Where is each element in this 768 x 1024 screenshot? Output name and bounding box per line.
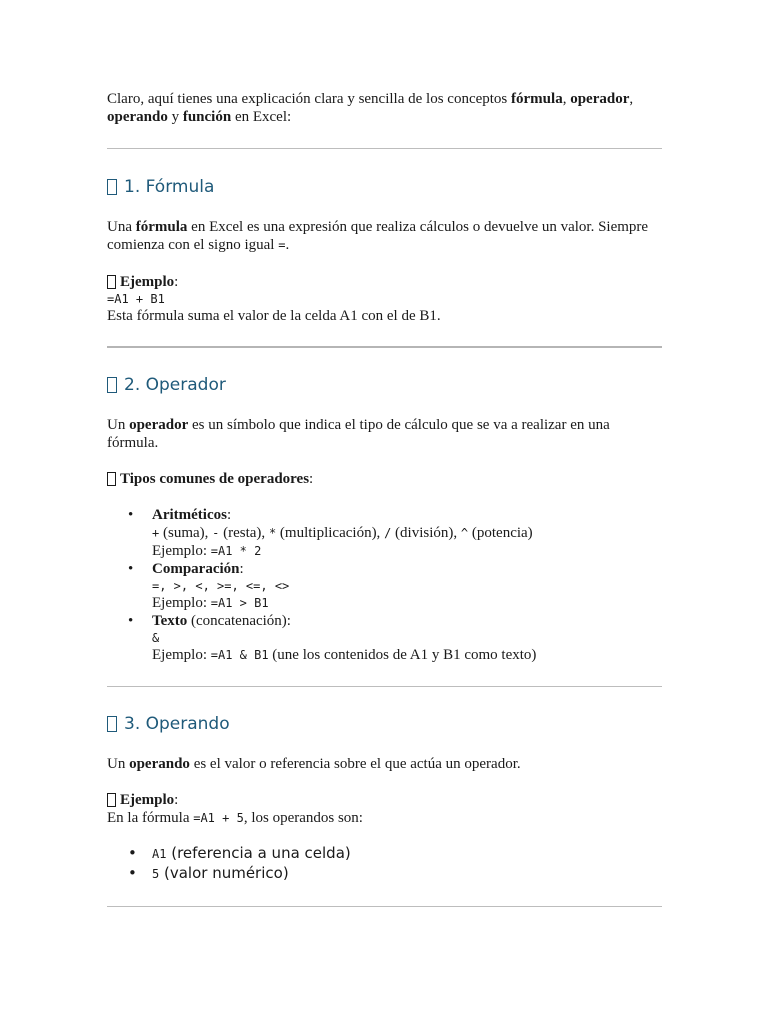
operando-definition: Un operando es el valor o referencia sobre el que actúa un operador.	[107, 756, 521, 772]
intro-term-operando: operando	[107, 109, 168, 125]
divider	[107, 906, 662, 907]
operator-types-list	[107, 506, 662, 664]
divider	[107, 148, 662, 149]
document-page	[107, 90, 662, 907]
operador-definition: Un operador es un símbolo que indica el tipo de cálculo que se va a realizar en una fórmula.	[107, 417, 610, 451]
emoji-placeholder-icon	[107, 275, 116, 289]
emoji-placeholder-icon	[107, 472, 116, 486]
intro-term-formula: fórmula	[511, 91, 563, 107]
emoji-placeholder-icon	[107, 716, 117, 732]
section-heading-operando: 3. Operando	[107, 713, 662, 735]
divider	[107, 346, 662, 348]
text-operator: &	[152, 631, 160, 645]
arithmetic-example: Ejemplo: =A1 * 2	[152, 543, 262, 559]
text-example: Ejemplo: =A1 & B1 (une los contenidos de A1 y B1 como texto)	[152, 647, 537, 663]
operando-example-label: Ejemplo :	[107, 791, 662, 809]
emoji-placeholder-icon	[107, 793, 116, 807]
list-item: • A1 (referencia a una celda)	[107, 844, 662, 864]
comparison-example: Ejemplo: =A1 > B1	[152, 595, 269, 611]
section-heading-operador: 2. Operador	[107, 374, 662, 396]
list-item: • 5 (valor numérico)	[107, 864, 662, 884]
operando-example-formula: En la fórmula =A1 + 5, los operandos son:	[107, 810, 363, 826]
formula-definition: Una fórmula en Excel es una expresión que realiza cálculos o devuelve un valor. Siempre comienza con el signo igual =.	[107, 219, 649, 253]
intro-paragraph: Claro, aquí tienes una explicación clara y sencilla de los conceptos fórmula, operador, operando y función en Excel:	[107, 91, 634, 125]
intro-term-funcion: función	[182, 109, 232, 125]
formula-example-description: Esta fórmula suma el valor de la celda A1 con el de B1.	[107, 308, 441, 324]
section-heading-formula: 1. Fórmula	[107, 176, 662, 198]
intro-text: Claro, aquí tienes una explicación clara y sencilla de los conceptos	[107, 91, 512, 107]
emoji-placeholder-icon	[107, 377, 117, 393]
divider	[107, 686, 662, 687]
comparison-operators: =, >, <, >=, <=, <>	[152, 579, 290, 593]
formula-example-code: =A1 + B1	[107, 292, 165, 306]
operator-types-label: Tipos comunes de operadores :	[107, 470, 662, 488]
operands-list	[107, 844, 662, 884]
list-item: • Aritméticos: + (suma), - (resta), * (multiplicación), / (división), ^ (potencia) Ejemplo: =A1 * 2	[107, 506, 662, 560]
emoji-placeholder-icon	[107, 179, 117, 195]
intro-term-operador: operador	[570, 91, 630, 107]
formula-example-label: Ejemplo :	[107, 273, 662, 291]
list-item: • Texto (concatenación): & Ejemplo: =A1 & B1 (une los contenidos de A1 y B1 como texto)	[107, 612, 662, 664]
arithmetic-operators: + (suma), - (resta), * (multiplicación), / (división), ^ (potencia)	[152, 525, 533, 541]
list-item: • Comparación: =, >, <, >=, <=, <> Ejemplo: =A1 > B1	[107, 560, 662, 612]
